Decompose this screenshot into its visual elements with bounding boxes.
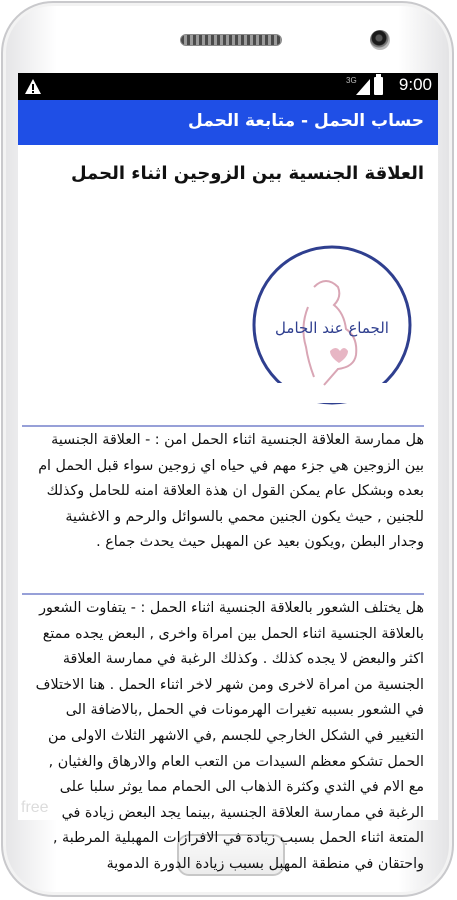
logo-text: الجماع عند الحامل [275, 319, 389, 337]
watermark: free [21, 799, 49, 816]
article-logo [244, 267, 420, 397]
status-time: 9:00 [398, 75, 432, 94]
app-title: حساب الحمل - متابعة الحمل [188, 111, 424, 131]
screen [18, 73, 438, 872]
speaker-grille [180, 34, 282, 46]
warning-icon [24, 78, 42, 96]
section-divider [22, 425, 424, 427]
battery-icon [374, 77, 383, 95]
app-bar [18, 100, 438, 145]
article-title: العلاقة الجنسية بين الزوجين اثناء الحمل [70, 163, 424, 184]
article-paragraph: هل يختلف الشعور بالعلاقة الجنسية اثناء الحمل : - يتفاوت الشعور بالعلاقة الجنسية اثناء الحمل بين امراة واخرى , البعض يجده ممتع اكثر والبعض لا يجده كذلك . وكذلك الرغبة في ممارسة العلاقة الجنسية من امراة لاخرى ومن شهر لاخر اثناء الحمل . هنا الاختلاف في الشعور بسببه تغيرات الهرمونات في الحمل ,بالاضافة الى التغيير في الشكل الخارجي للجسم ,في الاشهر الثلاث الاولى من الحمل تشكو معظم السيدات من التعب العام والارهاق والغثيان , مع الام في الثدي وكثرة الذهاب الى الحمام مما يوثر سلبا على الرغبة في ممارسة العلاقة الجنسية ,بينما يجد البعض زيادة في المتعة اثناء الحمل بسبب زيادة في الافرازات المهبلية المرطبة , واحتقان في منطقة المهبل بسبب زيادة الدورة الدموية [35, 600, 424, 872]
signal-icon [356, 79, 370, 95]
front-camera [370, 30, 390, 50]
article-paragraph: هل ممارسة العلاقة الجنسية اثناء الحمل امن : - العلاقة الجنسية بين الزوجين هي جزء مهم في حياه اي زوجين سواء قبل الحمل ام بعده وبشكل عام يمكن القول ان هذة العلاقة امنه للحامل وكذلك للجنين , حيث يكون الجنين محمي بالسوائل والرحم و الاغشية وجدار البطن ,ويكون بعيد عن المهبل حيث يحدث جماع . [38, 432, 424, 551]
status-bar [18, 73, 438, 100]
network-type: 3G [346, 76, 357, 85]
section-divider [22, 593, 424, 595]
article-content[interactable] [18, 145, 438, 872]
